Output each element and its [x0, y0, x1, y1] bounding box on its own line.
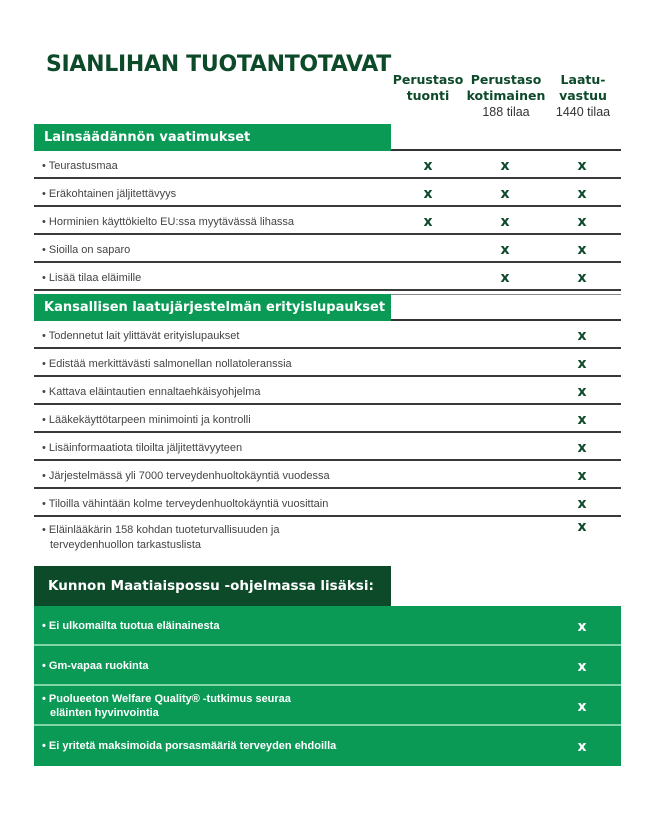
table-row — [34, 321, 621, 349]
column-label: vastuu — [559, 88, 607, 103]
check-mark: x — [577, 412, 587, 428]
column-label: tuonti — [406, 88, 450, 103]
row-label: • Lisää tilaa eläimille — [42, 272, 142, 284]
check-mark: x — [577, 158, 587, 174]
table-row — [34, 151, 621, 179]
table-row — [34, 461, 621, 489]
row-label: • Teurastusmaa — [42, 160, 118, 172]
check-mark: x — [423, 214, 433, 230]
divider — [391, 294, 621, 295]
section-legislation — [34, 124, 621, 291]
check-mark: x — [577, 214, 587, 230]
check-mark: x — [577, 659, 587, 675]
section-title: Kansallisen laatujärjestelmän erityislupaukset — [34, 294, 391, 321]
check-mark: x — [500, 214, 510, 230]
check-mark: x — [577, 328, 587, 344]
check-mark: x — [577, 468, 587, 484]
column-label: Perustaso — [392, 72, 464, 87]
row-label-line1: • Puolueeton Welfare Quality® -tutkimus seuraa — [42, 693, 291, 705]
row-label: • Tiloilla vähintään kolme terveydenhuoltokäyntiä vuosittain — [42, 498, 329, 510]
table-row — [34, 517, 621, 557]
check-mark: x — [577, 619, 587, 635]
row-label — [42, 692, 291, 720]
row-label: • Horminien käyttökielto EU:ssa myytävässä lihassa — [42, 216, 295, 228]
row-label: • Todennetut lait ylittävät erityislupaukset — [42, 330, 240, 342]
column-header-perustaso-tuonti — [388, 72, 468, 104]
column-label: kotimainen — [466, 88, 546, 103]
row-label: • Kattava eläintautien ennaltaehkäisyohjelma — [42, 386, 261, 398]
table-row — [34, 179, 621, 207]
column-header-laatuvastuu — [543, 72, 623, 120]
row-label: • Edistää merkittävästi salmonellan nollatoleranssia — [42, 358, 292, 370]
section-kunnon-maatiaispossu — [34, 566, 621, 766]
column-label: Laatu- — [560, 72, 606, 87]
check-mark: x — [577, 242, 587, 258]
row-label: • Ei yritetä maksimoida porsasmääriä terveyden ehdoilla — [42, 740, 337, 752]
section-national-quality — [34, 294, 621, 557]
row-label-line2: terveydenhuollon tarkastuslista — [50, 539, 202, 551]
farm-count: 1440 tilaa — [555, 105, 611, 119]
check-mark: x — [500, 242, 510, 258]
row-label: • Järjestelmässä yli 7000 terveydenhuoltokäyntiä vuodessa — [42, 470, 330, 482]
table-row — [34, 646, 621, 686]
check-mark: x — [577, 356, 587, 372]
row-label-line2: eläinten hyvinvointia — [50, 707, 159, 719]
check-mark: x — [577, 496, 587, 512]
table-row — [34, 726, 621, 766]
table-row — [34, 263, 621, 291]
table-row — [34, 207, 621, 235]
section-header — [34, 566, 621, 606]
table-row — [34, 349, 621, 377]
check-mark: x — [423, 186, 433, 202]
column-label: Perustaso — [470, 72, 542, 87]
row-label — [42, 523, 279, 553]
row-label: • Lääkekäyttötarpeen minimointi ja kontrolli — [42, 414, 251, 426]
row-label: • Lisäinformaatiota tiloilta jäljitettävyyteen — [42, 442, 243, 454]
row-label-line1: • Eläinlääkärin 158 kohdan tuoteturvallisuuden ja — [42, 524, 280, 536]
table-row — [34, 433, 621, 461]
table-row — [34, 377, 621, 405]
section-title: Lainsäädännön vaatimukset — [34, 124, 391, 151]
column-header-perustaso-kotimainen — [466, 72, 546, 120]
section-title: Kunnon Maatiaispossu -ohjelmassa lisäksi: — [34, 566, 391, 606]
check-mark: x — [577, 519, 587, 535]
row-label: • Ei ulkomailta tuotua eläinainesta — [42, 620, 220, 632]
check-mark: x — [577, 739, 587, 755]
farm-count: 188 tilaa — [482, 105, 530, 119]
check-mark: x — [577, 699, 587, 715]
check-mark: x — [500, 158, 510, 174]
section-header — [34, 124, 621, 151]
row-label: • Eräkohtainen jäljitettävyys — [42, 188, 177, 200]
page-title: SIANLIHAN TUOTANTOTAVAT — [46, 52, 391, 77]
check-mark: x — [500, 270, 510, 286]
check-mark: x — [577, 440, 587, 456]
check-mark: x — [577, 270, 587, 286]
check-mark: x — [577, 384, 587, 400]
check-mark: x — [423, 158, 433, 174]
table-row — [34, 489, 621, 517]
table-row — [34, 686, 621, 726]
check-mark: x — [577, 186, 587, 202]
row-label: • Gm-vapaa ruokinta — [42, 660, 149, 672]
table-row — [34, 405, 621, 433]
table-row — [34, 235, 621, 263]
check-mark: x — [500, 186, 510, 202]
section-header — [34, 294, 621, 321]
row-label: • Sioilla on saparo — [42, 244, 131, 256]
table-row — [34, 606, 621, 646]
